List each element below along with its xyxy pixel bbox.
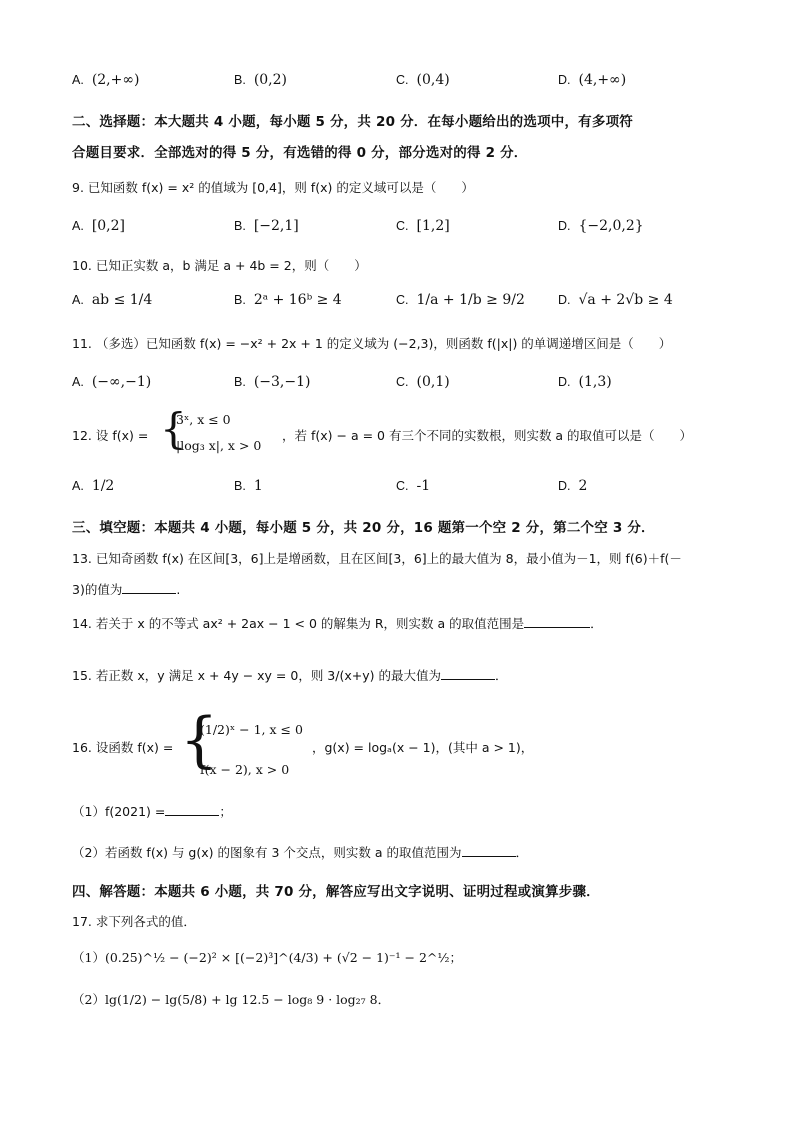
q15-text: 15. 若正数 x，y 满足 x + 4y − xy = 0，则 3/(x+y) 的最大值为 — [72, 668, 441, 683]
section4-heading: 四、解答题：本题共 6 小题，共 70 分，解答应写出文字说明、证明过程或演算步骤． — [72, 884, 600, 900]
q14-answer-blank[interactable] — [524, 615, 590, 628]
q16-brace: { — [180, 705, 219, 775]
q12-option-c[interactable]: C. -1 — [396, 478, 431, 494]
q11-option-b[interactable]: B. (−3,−1) — [234, 374, 311, 390]
q13-answer-blank[interactable] — [122, 581, 176, 594]
q16-part2-text: （2）若函数 f(x) 与 g(x) 的图象有 3 个交点，则实数 a 的取值范围为 — [72, 845, 462, 860]
section2-heading-line1: 二、选择题：本大题共 4 小题，每小题 5 分，共 20 分．在每小题给出的选项中，有多项符 — [72, 114, 633, 130]
q10-option-d[interactable]: D. √a + 2√b ≥ 4 — [558, 292, 673, 308]
q15-line — [72, 666, 734, 684]
q16-part1-text: （1）f(2021) = — [72, 804, 166, 819]
q9-option-c[interactable]: C. [1,2] — [396, 218, 450, 234]
q9-options — [72, 218, 732, 242]
q15-end: ． — [494, 668, 508, 683]
q11-stem: 11. （多选）已知函数 f(x) = −x² + 2x + 1 的定义域为 (−2,3)，则函数 f(|x|) 的单调递增区间是（ ） — [72, 336, 672, 351]
q16-part1-blank[interactable] — [165, 803, 219, 816]
q10-option-a[interactable]: A. ab ≤ 1/4 — [72, 292, 153, 308]
q8-option-a[interactable]: A. (2,+∞) — [72, 72, 140, 88]
q11-option-a[interactable]: A. (−∞,−1) — [72, 374, 152, 390]
q16-case2: f(x − 2), x > 0 — [200, 762, 290, 777]
q17-part2: （2）lg(1/2) − lg(5/8) + lg 12.5 − log₈ 9 · log₂₇ 8． — [72, 992, 391, 1007]
q12-suffix: ，若 f(x) − a = 0 有三个不同的实数根，则实数 a 的取值可以是（ ） — [282, 428, 693, 443]
q13-line2-text: 3)的值为 — [72, 582, 123, 597]
q11-option-d[interactable]: D. (1,3) — [558, 374, 612, 390]
q8-options — [72, 72, 732, 96]
q13-end: . — [176, 582, 181, 597]
q10-stem: 10. 已知正实数 a，b 满足 a + 4b = 2，则（ ） — [72, 258, 367, 273]
q16-prefix: 16. 设函数 f(x) = — [72, 740, 174, 755]
q12-case2: |log₃ x|, x > 0 — [176, 438, 262, 453]
q17-part1: （1）(0.25)^½ − (−2)² × [(−2)³]^(4/3) + (√2 − 1)⁻¹ − 2^½； — [72, 950, 462, 965]
q10-option-c[interactable]: C. 1/a + 1/b ≥ 9/2 — [396, 292, 525, 308]
q11-options — [72, 374, 732, 398]
q8-option-b[interactable]: B. (0,2) — [234, 72, 288, 88]
q13-line2 — [72, 580, 734, 598]
q12-option-a[interactable]: A. 1/2 — [72, 478, 115, 494]
q11-option-c[interactable]: C. (0,1) — [396, 374, 450, 390]
q12-stem — [72, 404, 732, 460]
q17-stem: 17. 求下列各式的值． — [72, 914, 196, 929]
q16-part1 — [72, 802, 734, 820]
q12-prefix: 12. 设 f(x) = — [72, 428, 149, 443]
q12-options — [72, 478, 732, 502]
q12-case1: 3ˣ, x ≤ 0 — [176, 412, 231, 427]
q8-option-c[interactable]: C. (0,4) — [396, 72, 450, 88]
q10-options — [72, 292, 732, 316]
q9-stem: 9. 已知函数 f(x) = x² 的值域为 [0,4]，则 f(x) 的定义域可以是（ ） — [72, 180, 474, 195]
q9-option-b[interactable]: B. [−2,1] — [234, 218, 299, 234]
q16-part2 — [72, 843, 734, 861]
q9-option-a[interactable]: A. [0,2] — [72, 218, 126, 234]
q12-option-d[interactable]: D. 2 — [558, 478, 588, 494]
q16-case1: (1/2)ˣ − 1, x ≤ 0 — [200, 722, 303, 737]
q13-line1: 13. 已知奇函数 f(x) 在区间[3，6]上是增函数，且在区间[3，6]上的最大值为 8，最小值为－1，则 f(6)＋f(－ — [72, 551, 682, 566]
q12-option-b[interactable]: B. 1 — [234, 478, 263, 494]
q14-text: 14. 若关于 x 的不等式 ax² + 2ax − 1 < 0 的解集为 R，则实数 a 的取值范围是 — [72, 616, 525, 631]
q14-line — [72, 614, 734, 632]
section2-heading-line2: 合题目要求．全部选对的得 5 分，有选错的得 0 分，部分选对的得 2 分． — [72, 145, 528, 161]
q16-part2-end: ． — [515, 845, 529, 860]
q14-end: ． — [590, 616, 603, 631]
q10-option-b[interactable]: B. 2ᵃ + 16ᵇ ≥ 4 — [234, 292, 342, 308]
section3-heading: 三、填空题：本题共 4 小题，每小题 5 分，共 20 分，16 题第一个空 2 分，第二个空 3 分． — [72, 520, 655, 536]
q16-part2-blank[interactable] — [462, 844, 516, 857]
q12-brace: { — [160, 404, 187, 453]
q8-option-d[interactable]: D. (4,+∞) — [558, 72, 627, 88]
q16-part1-end: ； — [219, 804, 232, 819]
q16-stem — [72, 705, 732, 782]
q15-answer-blank[interactable] — [441, 667, 495, 680]
q9-option-d[interactable]: D. {−2,0,2} — [558, 218, 644, 234]
q16-suffix: ，g(x) = logₐ(x − 1)，(其中 a > 1)， — [312, 740, 534, 755]
